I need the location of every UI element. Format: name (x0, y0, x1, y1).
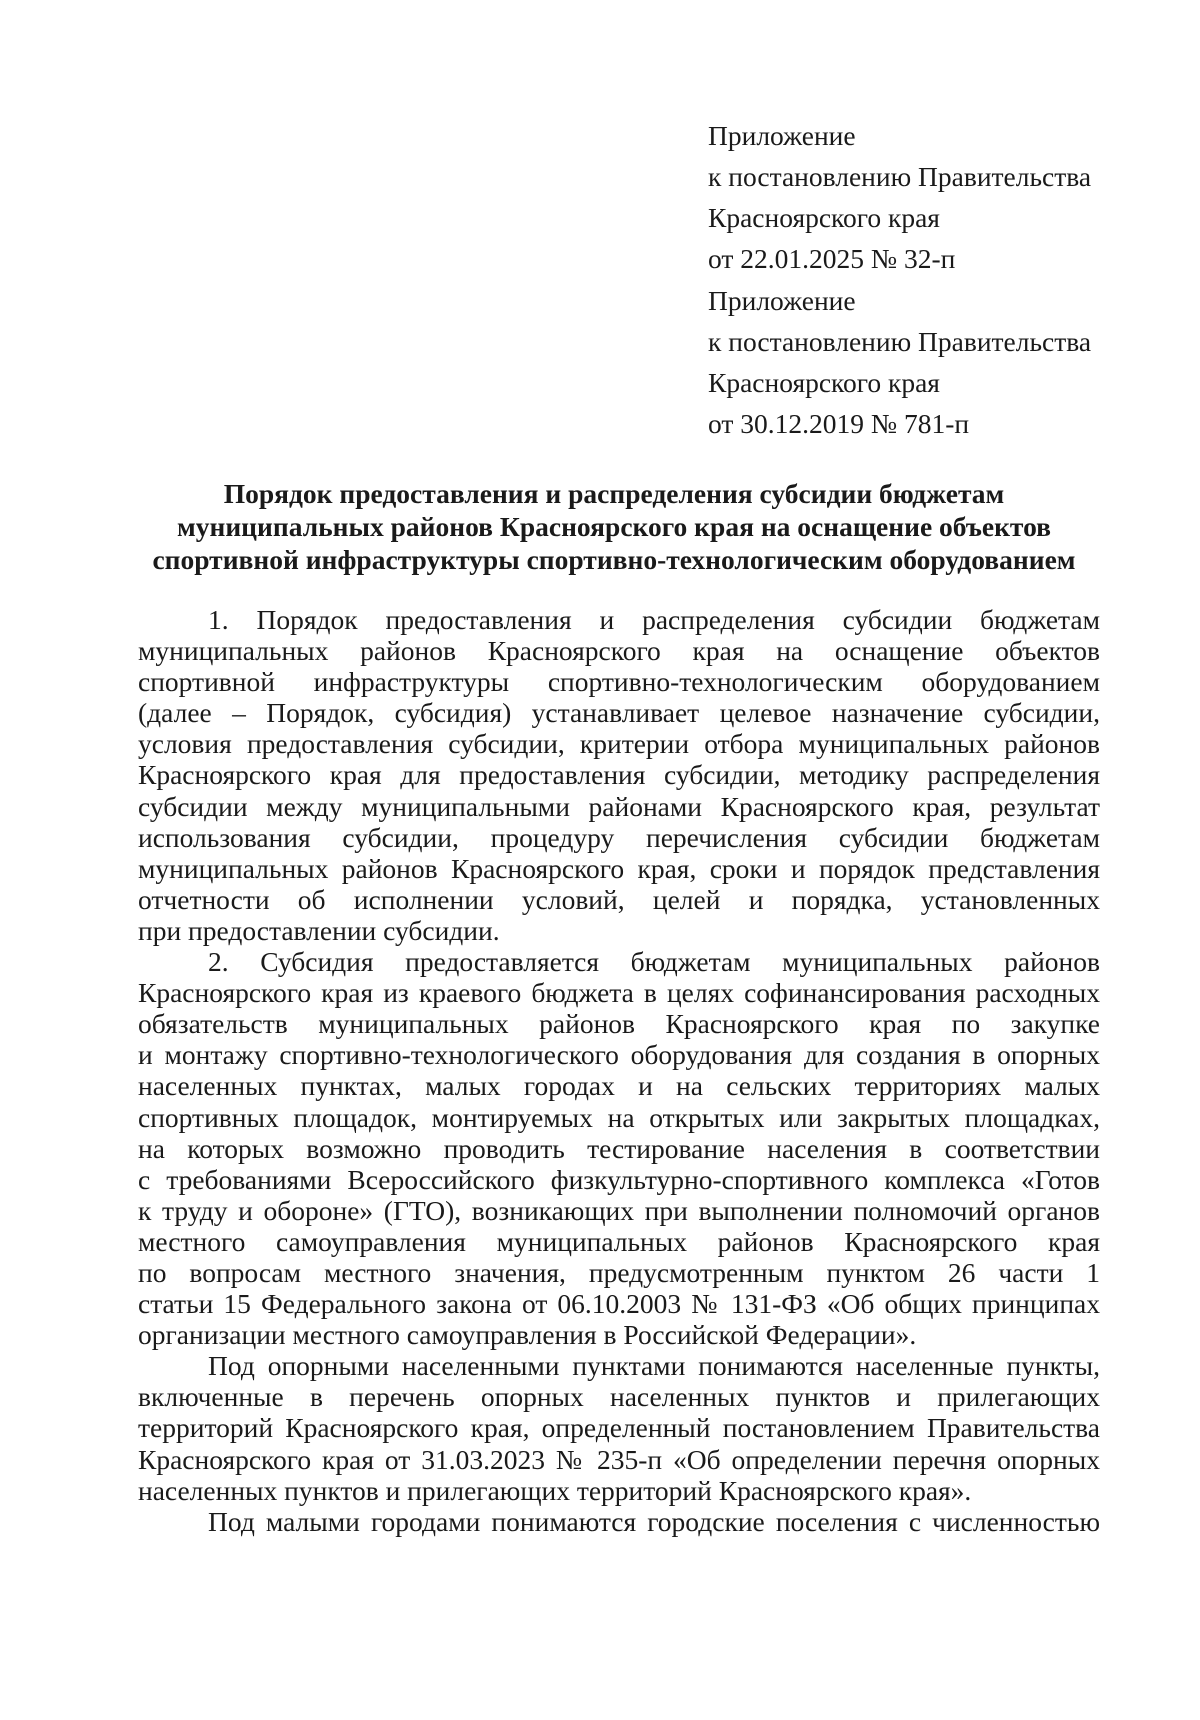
paragraph-line: по вопросам местного значения, предусмотренным пунктом 26 части 1 (138, 1256, 1100, 1288)
paragraph-line: спортивных площадок, монтируемых на открытых или закрытых площадках, (138, 1101, 1100, 1133)
paragraph-line: Красноярского края от 31.03.2023 № 235-п «Об определении перечня опорных (138, 1443, 1100, 1475)
paragraph-line: Под опорными населенными пунктами понимаются населенные пункты, (208, 1350, 1100, 1382)
approval-block-original (708, 280, 1148, 444)
paragraph-line: муниципальных районов Красноярского края, сроки и порядок представления (138, 852, 1100, 884)
paragraph-line: условия предоставления субсидии, критерии отбора муниципальных районов (138, 728, 1100, 760)
paragraph-line: использования субсидии, процедуру перечисления субсидии бюджетам (138, 821, 1100, 853)
title-line: Порядок предоставления и распределения субсидии бюджетам (223, 478, 1005, 509)
paragraph-line: спортивной инфраструктуры спортивно-технологическим оборудованием (138, 666, 1100, 698)
paragraph-line: территорий Красноярского края, определенный постановлением Правительства (138, 1412, 1100, 1444)
document-title (130, 477, 1098, 576)
approval-line: Приложение (708, 120, 856, 151)
paragraph-4 (138, 1506, 1100, 1537)
approval-line: от 30.12.2019 № 781-п (708, 408, 970, 439)
paragraph-line: на которых возможно проводить тестирование населения в соответствии (138, 1132, 1100, 1164)
paragraph-line: с требованиями Всероссийского физкультурно-спортивного комплекса «Готов (138, 1163, 1100, 1195)
paragraph-3 (138, 1350, 1100, 1505)
paragraph-line: включенные в перечень опорных населенных пунктов и прилегающих (138, 1381, 1100, 1413)
paragraph-line: отчетности об исполнении условий, целей и порядка, установленных (138, 883, 1100, 915)
approval-block-current (708, 115, 1148, 279)
paragraph-line: обязательств муниципальных районов Красноярского края по закупке (138, 1008, 1100, 1040)
paragraph-line: (далее – Порядок, субсидия) устанавливает целевое назначение субсидии, (138, 697, 1100, 729)
paragraph-line: 1. Порядок предоставления и распределения субсидии бюджетам (208, 604, 1100, 635)
paragraph-line: местного самоуправления муниципальных районов Красноярского края (138, 1225, 1100, 1257)
paragraph-line: 2. Субсидия предоставляется бюджетам муниципальных районов (208, 946, 1100, 978)
paragraph-line: и монтажу спортивно-технологического оборудования для создания в опорных (138, 1039, 1100, 1071)
paragraph-line: муниципальных районов Красноярского края на оснащение объектов (138, 635, 1100, 667)
paragraph-line: к труду и обороне» (ГТО), возникающих при выполнении полномочий органов (138, 1194, 1100, 1226)
paragraph-line: населенных пунктов и прилегающих территорий Красноярского края». (138, 1474, 972, 1506)
paragraph-line: организации местного самоуправления в Российской Федерации». (138, 1319, 917, 1351)
paragraph-line: населенных пунктах, малых городах и на сельских территориях малых (138, 1070, 1100, 1102)
title-line: спортивной инфраструктуры спортивно-технологическим оборудованием (152, 544, 1076, 575)
approval-line: Красноярского края (708, 202, 940, 233)
paragraph-line: Красноярского края для предоставления субсидии, методику распределения (138, 759, 1100, 791)
document-body (138, 604, 1100, 1537)
approval-line: Приложение (708, 285, 856, 316)
paragraph-line: субсидии между муниципальными районами Красноярского края, результат (138, 790, 1100, 822)
title-line: муниципальных районов Красноярского края на оснащение объектов (177, 511, 1051, 542)
paragraph-2 (138, 946, 1100, 1350)
paragraph-line: статьи 15 Федерального закона от 06.10.2003 № 131-ФЗ «Об общих принципах (138, 1288, 1100, 1320)
paragraph-1 (138, 604, 1100, 946)
approval-line: к постановлению Правительства (708, 326, 1092, 357)
paragraph-line: Под малыми городами понимаются городские поселения с численностью (208, 1505, 1100, 1537)
approval-line: Красноярского края (708, 367, 940, 398)
approval-line: от 22.01.2025 № 32-п (708, 243, 956, 274)
paragraph-line: Красноярского края из краевого бюджета в целях софинансирования расходных (138, 977, 1100, 1009)
approval-line: к постановлению Правительства (708, 161, 1092, 192)
paragraph-line: при предоставлении субсидии. (138, 914, 500, 946)
